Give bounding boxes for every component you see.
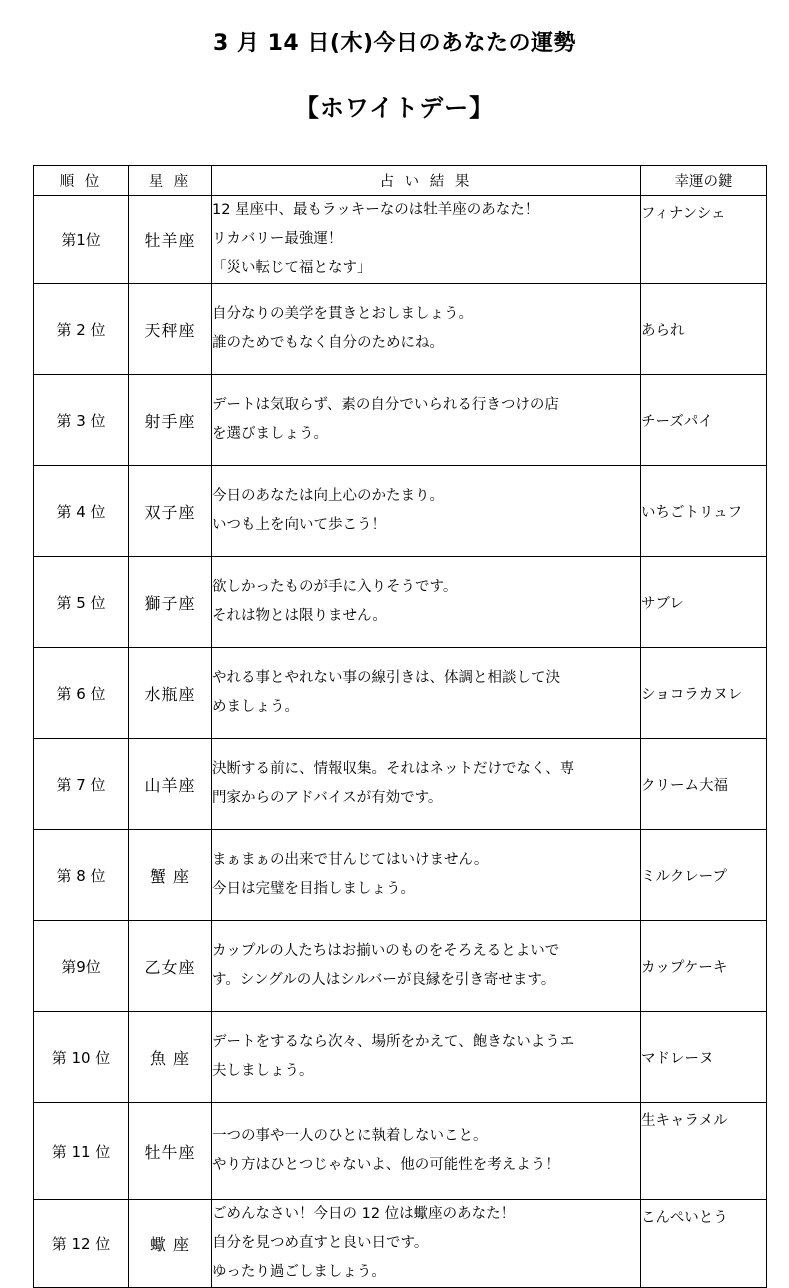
lucky-key-cell: マドレーヌ bbox=[641, 1012, 767, 1103]
table-row bbox=[34, 196, 767, 284]
lucky-key-cell: クリーム大福 bbox=[641, 739, 767, 830]
rank-cell: 第 4 位 bbox=[34, 466, 129, 557]
result-line: 欲しかったものが手に入りそうです。 bbox=[212, 579, 458, 595]
sign-cell: 双子座 bbox=[129, 466, 212, 557]
sign-cell: 射手座 bbox=[129, 375, 212, 466]
sign-cell: 牡羊座 bbox=[129, 196, 212, 284]
column-header-key: 幸運の鍵 bbox=[641, 166, 767, 196]
page-subtitle: 【ホワイトデー】 bbox=[294, 94, 495, 122]
result-cell bbox=[212, 466, 641, 557]
result-line: 決断する前に、情報収集。それはネットだけでなく、専 bbox=[212, 761, 575, 777]
result-line: ゆったり過ごしましょう。 bbox=[212, 1264, 386, 1280]
result-line: 「災い転じて福となす」 bbox=[212, 260, 372, 276]
result-line: 誰のためでもなく自分のためにね。 bbox=[212, 335, 444, 351]
result-cell bbox=[212, 921, 641, 1012]
lucky-key-cell: いちごトリュフ bbox=[641, 466, 767, 557]
lucky-key-cell: ショコラカヌレ bbox=[641, 648, 767, 739]
table-row bbox=[34, 921, 767, 1012]
result-line: 一つの事や一人のひとに執着しないこと。 bbox=[212, 1128, 488, 1144]
lucky-key-cell: フィナンシェ bbox=[641, 196, 767, 284]
rank-cell: 第 5 位 bbox=[34, 557, 129, 648]
sign-cell: 牡牛座 bbox=[129, 1103, 212, 1200]
rank-cell: 第 10 位 bbox=[34, 1012, 129, 1103]
page-title: 3 月 14 日(木)今日のあなたの運勢 bbox=[212, 31, 576, 56]
lucky-key-cell: カップケーキ bbox=[641, 921, 767, 1012]
result-line: 12 星座中、最もラッキーなのは牡羊座のあなた！ bbox=[212, 202, 540, 218]
rank-cell: 第 8 位 bbox=[34, 830, 129, 921]
sign-cell: 乙女座 bbox=[129, 921, 212, 1012]
rank-cell: 第 2 位 bbox=[34, 284, 129, 375]
result-line: ごめんなさい！今日の 12 位は蠍座のあなた！ bbox=[212, 1206, 516, 1222]
lucky-key-cell: ミルクレープ bbox=[641, 830, 767, 921]
result-cell bbox=[212, 1103, 641, 1200]
lucky-key-cell: チーズパイ bbox=[641, 375, 767, 466]
result-line: 自分を見つめ直すと良い日です。 bbox=[212, 1235, 429, 1251]
table-row bbox=[34, 557, 767, 648]
table-row bbox=[34, 284, 767, 375]
result-line: やれる事とやれない事の線引きは、体調と相談して決 bbox=[212, 670, 560, 686]
sign-cell: 蟹 座 bbox=[129, 830, 212, 921]
result-cell bbox=[212, 557, 641, 648]
table-row bbox=[34, 648, 767, 739]
sign-cell: 山羊座 bbox=[129, 739, 212, 830]
fortune-table bbox=[33, 165, 767, 1288]
rank-cell: 第1位 bbox=[34, 196, 129, 284]
lucky-key-cell: 生キャラメル bbox=[641, 1103, 767, 1200]
result-cell bbox=[212, 648, 641, 739]
lucky-key-cell: こんぺいとう bbox=[641, 1200, 767, 1288]
table-row bbox=[34, 375, 767, 466]
rank-cell: 第 12 位 bbox=[34, 1200, 129, 1288]
rank-cell: 第 6 位 bbox=[34, 648, 129, 739]
result-cell bbox=[212, 284, 641, 375]
sign-cell: 魚 座 bbox=[129, 1012, 212, 1103]
result-line: めましょう。 bbox=[212, 699, 299, 715]
result-cell bbox=[212, 739, 641, 830]
result-line: デートをするなら次々、場所をかえて、飽きないようエ bbox=[212, 1034, 575, 1050]
result-line: 門家からのアドバイスが有効です。 bbox=[212, 790, 443, 806]
sign-cell: 水瓶座 bbox=[129, 648, 212, 739]
table-row bbox=[34, 1200, 767, 1288]
result-line: リカバリー最強運！ bbox=[212, 231, 343, 247]
sign-cell: 蠍 座 bbox=[129, 1200, 212, 1288]
result-line: を選びましょう。 bbox=[212, 426, 328, 442]
table-row bbox=[34, 830, 767, 921]
column-header-sign: 星 座 bbox=[129, 166, 212, 196]
result-line: それは物とは限りません。 bbox=[212, 608, 387, 624]
rank-cell: 第 11 位 bbox=[34, 1103, 129, 1200]
result-line: いつも上を向いて歩こう！ bbox=[212, 517, 386, 533]
rank-cell: 第9位 bbox=[34, 921, 129, 1012]
result-cell bbox=[212, 830, 641, 921]
result-line: やり方はひとつじゃないよ、他の可能性を考えよう！ bbox=[212, 1157, 560, 1173]
result-cell bbox=[212, 375, 641, 466]
result-cell bbox=[212, 196, 641, 284]
result-line: 夫しましょう。 bbox=[212, 1063, 314, 1079]
table-row bbox=[34, 739, 767, 830]
result-line: 今日は完璧を目指しましょう。 bbox=[212, 881, 415, 897]
result-line: デートは気取らず、素の自分でいられる行きつけの店 bbox=[212, 397, 559, 413]
table-header-row bbox=[34, 166, 767, 196]
rank-cell: 第 7 位 bbox=[34, 739, 129, 830]
sign-cell: 天秤座 bbox=[129, 284, 212, 375]
table-row bbox=[34, 1103, 767, 1200]
result-line: 今日のあなたは向上心のかたまり。 bbox=[212, 488, 444, 504]
rank-cell: 第 3 位 bbox=[34, 375, 129, 466]
lucky-key-cell: サブレ bbox=[641, 557, 767, 648]
sign-cell: 獅子座 bbox=[129, 557, 212, 648]
lucky-key-cell: あられ bbox=[641, 284, 767, 375]
column-header-result: 占 い 結 果 bbox=[212, 166, 641, 196]
table-row bbox=[34, 466, 767, 557]
result-line: 自分なりの美学を貫きとおしましょう。 bbox=[212, 306, 473, 322]
column-header-rank: 順 位 bbox=[34, 166, 129, 196]
table-row bbox=[34, 1012, 767, 1103]
result-cell bbox=[212, 1200, 641, 1288]
result-cell bbox=[212, 1012, 641, 1103]
result-line: カップルの人たちはお揃いのものをそろえるとよいで bbox=[212, 943, 560, 959]
result-line: まぁまぁの出来で甘んじてはいけません。 bbox=[212, 852, 489, 868]
result-line: す。シングルの人はシルバーが良縁を引き寄せます。 bbox=[212, 972, 556, 988]
